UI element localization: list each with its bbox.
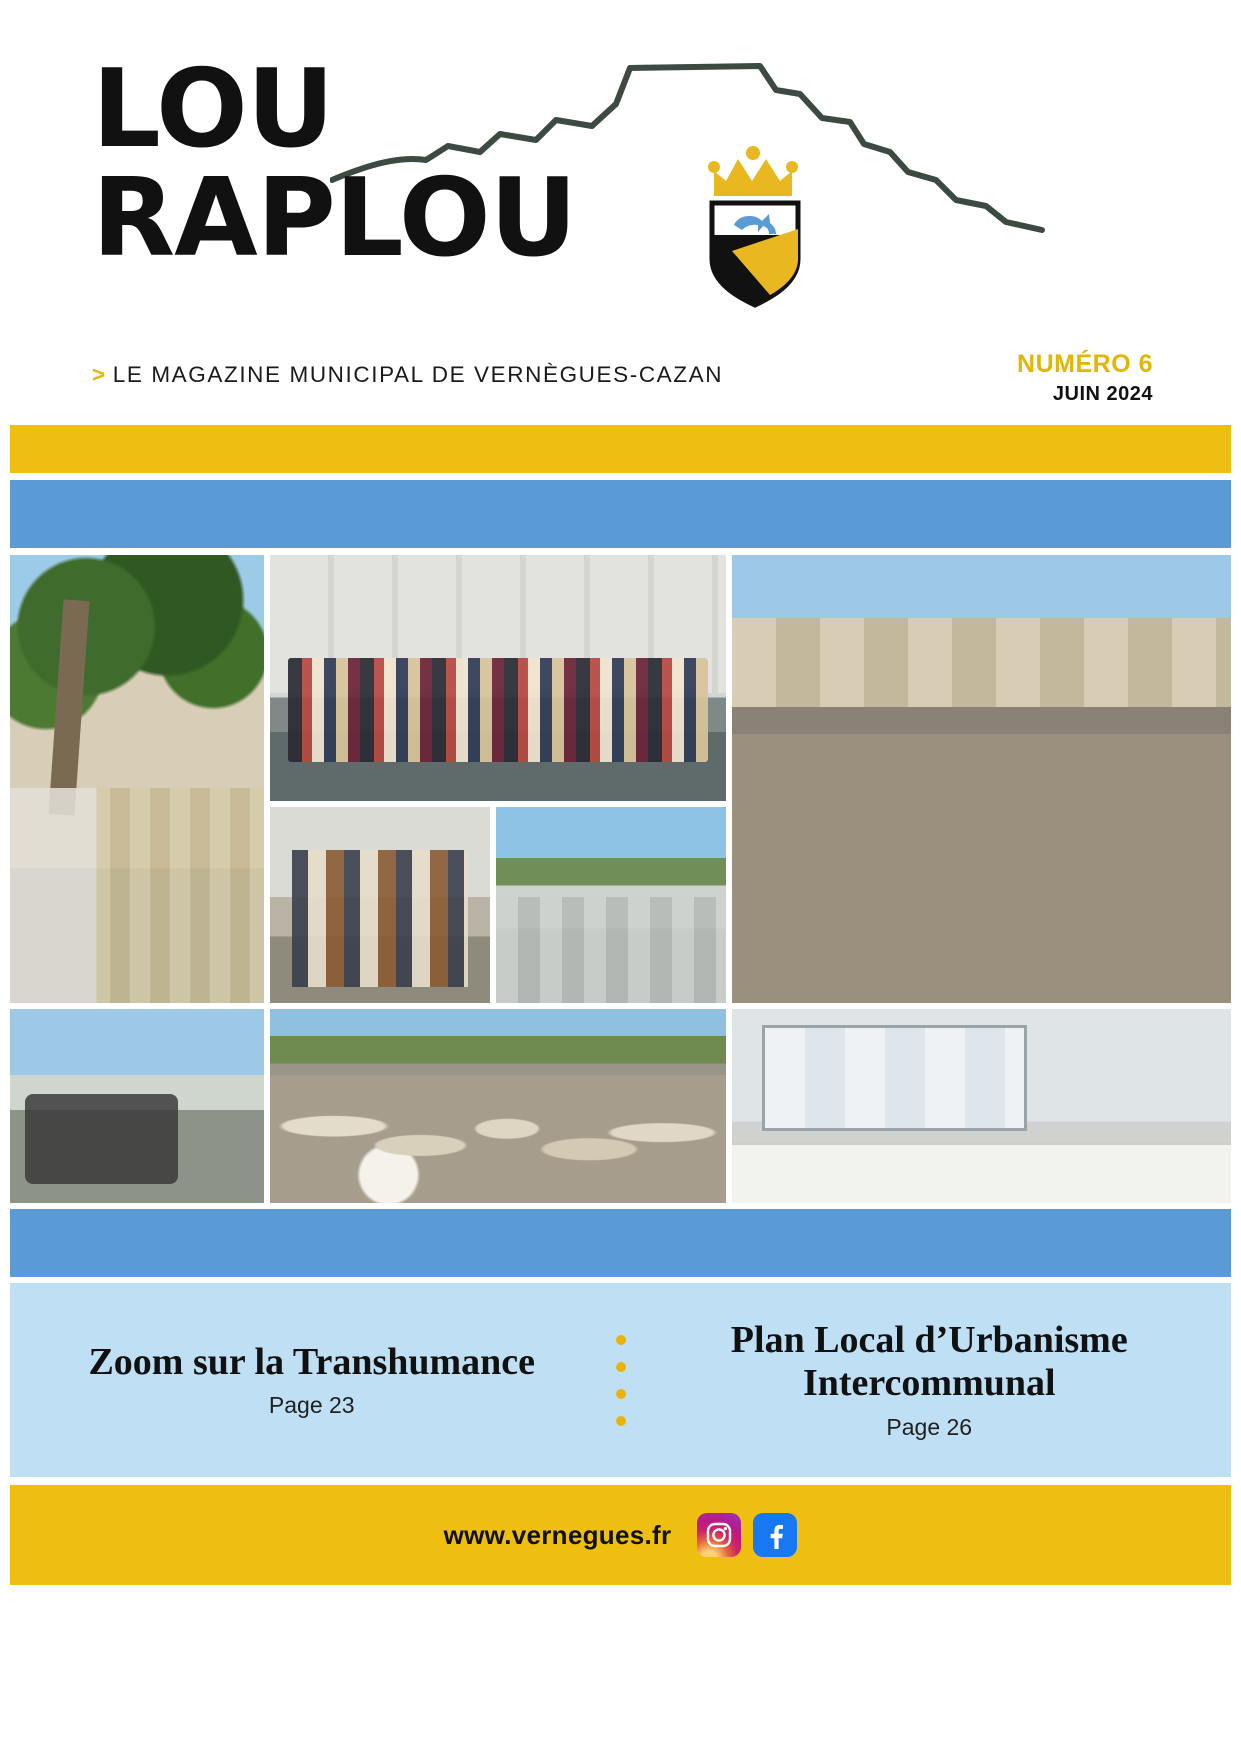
photo-transhumance-brebis bbox=[270, 1009, 726, 1203]
blue-band-top bbox=[10, 480, 1231, 548]
tagline-text: LE MAGAZINE MUNICIPAL DE VERNÈGUES-CAZAN bbox=[112, 362, 724, 387]
dot-icon bbox=[616, 1362, 626, 1372]
logo-line-2: RAPLOU bbox=[92, 156, 577, 282]
cover-teasers bbox=[10, 1283, 1231, 1477]
photo-exposition-salle bbox=[732, 1009, 1231, 1203]
tagline bbox=[92, 362, 723, 388]
teaser-page: Page 26 bbox=[886, 1413, 973, 1440]
photo-place-arbre bbox=[10, 555, 264, 1003]
website-url[interactable]: www.vernegues.fr bbox=[443, 1519, 672, 1550]
teaser-transhumance[interactable] bbox=[10, 1341, 614, 1420]
coat-of-arms-icon bbox=[700, 125, 810, 310]
dot-icon bbox=[616, 1416, 626, 1426]
photo-groupe-folklorique bbox=[270, 555, 726, 801]
photo-troupeau-village bbox=[732, 555, 1231, 1003]
cover-photo-collage bbox=[10, 555, 1231, 1203]
teaser-title: Plan Local d’Urbanisme Intercommunal bbox=[730, 1319, 1128, 1404]
facebook-icon[interactable] bbox=[753, 1513, 797, 1557]
photo-caleche bbox=[10, 1009, 264, 1203]
instagram-icon[interactable] bbox=[697, 1513, 741, 1557]
issue-date: JUIN 2024 bbox=[1052, 383, 1153, 405]
issue-number: NUMÉRO 6 bbox=[1017, 350, 1153, 378]
dot-separator bbox=[614, 1335, 628, 1426]
social-links bbox=[697, 1513, 797, 1557]
magazine-logo bbox=[92, 47, 1052, 282]
dot-icon bbox=[616, 1335, 626, 1345]
tagline-caret: > bbox=[92, 362, 107, 387]
logo-line-1: LOU bbox=[92, 47, 334, 172]
dot-icon bbox=[616, 1389, 626, 1399]
teaser-plui[interactable] bbox=[628, 1319, 1232, 1440]
issue-block bbox=[1017, 350, 1153, 406]
teaser-title: Zoom sur la Transhumance bbox=[88, 1340, 536, 1383]
photo-musiciens-tambourin bbox=[270, 807, 490, 1003]
teaser-page: Page 23 bbox=[268, 1392, 355, 1419]
photo-rue-fete bbox=[496, 807, 726, 1003]
cover-footer bbox=[10, 1485, 1231, 1585]
masthead bbox=[0, 0, 1241, 470]
blue-band-bottom bbox=[10, 1209, 1231, 1277]
yellow-band-top bbox=[10, 425, 1231, 473]
